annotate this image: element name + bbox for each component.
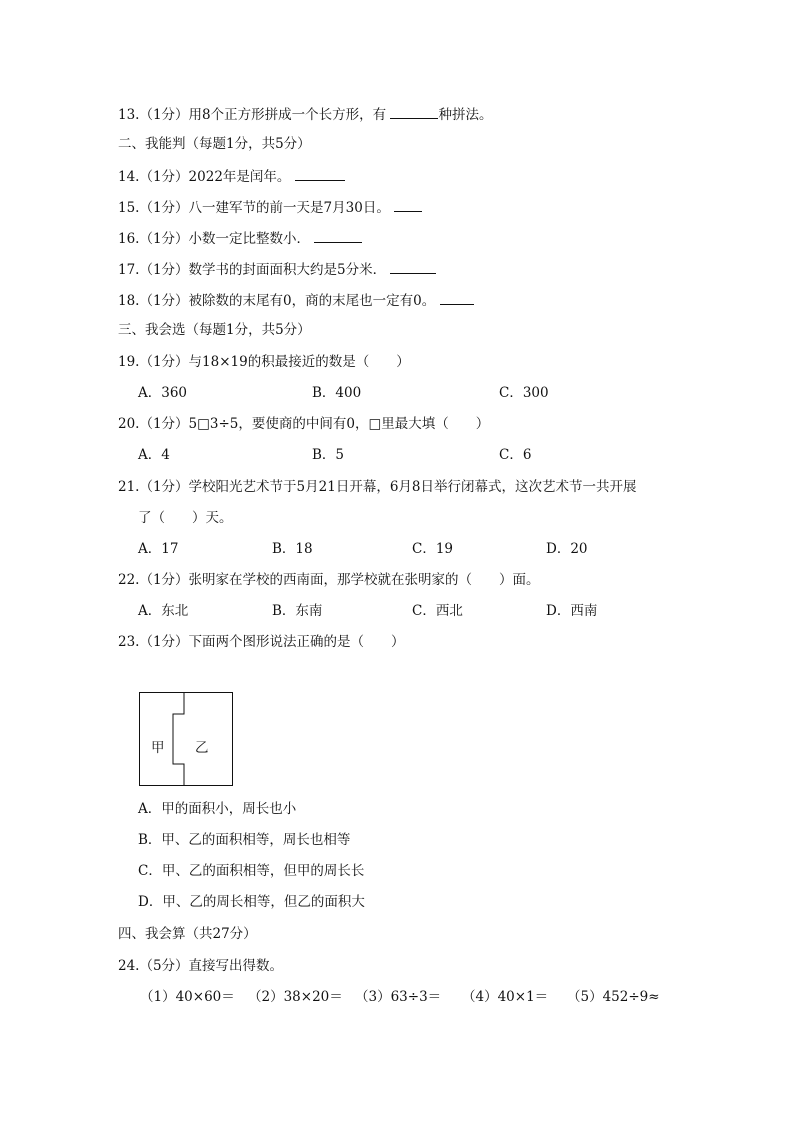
q24-item-4: （4）40×1＝ (462, 989, 549, 1005)
question-18: 18.（1分）被除数的末尾有0，商的末尾也一定有0。 (118, 290, 474, 310)
question-17: 17.（1分）数学书的封面面积大约是5分米． (118, 259, 436, 279)
q22-option-c[interactable]: C．西北 (412, 603, 463, 619)
question-16: 16.（1分）小数一定比整数小． (118, 228, 362, 248)
q21-option-a[interactable]: A．17 (138, 541, 179, 557)
q22-option-d[interactable]: D．西南 (546, 603, 598, 619)
q21-option-d[interactable]: D．20 (546, 541, 588, 557)
q21-option-b[interactable]: B．18 (272, 541, 313, 557)
shapes-figure (139, 692, 233, 786)
q24-item-5: （5）452÷9≈ (567, 989, 660, 1005)
q19-option-b[interactable]: B．400 (312, 385, 362, 401)
question-20: 20.（1分）5□3÷5，要使商的中间有0，□里最大填（ ） (118, 416, 490, 432)
question-24: 24.（5分）直接写出得数。 (118, 958, 284, 974)
question-23: 23.（1分）下面两个图形说法正确的是（ ） (118, 634, 405, 650)
answer-blank[interactable] (440, 290, 474, 305)
question-21-line2: 了（ ）天。 (138, 510, 233, 526)
q20-option-c[interactable]: C．6 (499, 447, 532, 463)
q21-option-c[interactable]: C．19 (412, 541, 454, 557)
question-13: 13.（1分）用8个正方形拼成一个长方形，有 种拼法。 (118, 104, 492, 124)
section-heading-3: 三、我会选（每题1分，共5分） (118, 322, 311, 338)
question-15: 15.（1分）八一建军节的前一天是7月30日。 (118, 197, 422, 217)
q20-option-a[interactable]: A．4 (138, 447, 170, 463)
section-heading-4: 四、我会算（共27分） (118, 926, 257, 942)
answer-blank[interactable] (390, 259, 436, 274)
q23-option-b[interactable]: B．甲、乙的面积相等，周长也相等 (138, 832, 351, 848)
label-yi: 乙 (195, 740, 209, 756)
section-heading-2: 二、我能判（每题1分，共5分） (118, 136, 311, 152)
q19-option-c[interactable]: C．300 (499, 385, 549, 401)
q19-option-a[interactable]: A．360 (138, 385, 188, 401)
q24-item-2: （2）38×20＝ (248, 989, 343, 1005)
question-14: 14.（1分）2022年是闰年。 (118, 166, 345, 186)
answer-blank[interactable] (314, 228, 362, 243)
answer-blank[interactable] (394, 197, 422, 212)
answer-blank[interactable] (295, 166, 345, 181)
q23-option-d[interactable]: D．甲、乙的周长相等，但乙的面积大 (138, 894, 365, 910)
q20-option-b[interactable]: B．5 (312, 447, 345, 463)
q22-option-b[interactable]: B．东南 (272, 603, 323, 619)
label-jia: 甲 (151, 740, 165, 756)
q23-option-a[interactable]: A．甲的面积小，周长也小 (138, 801, 297, 817)
q22-option-a[interactable]: A．东北 (138, 603, 189, 619)
question-21-line1: 21.（1分）学校阳光艺术节于5月21日开幕，6月8日举行闭幕式，这次艺术节一共开展 (118, 479, 637, 495)
answer-blank[interactable] (390, 104, 438, 119)
question-22: 22.（1分）张明家在学校的西南面，那学校就在张明家的（ ）面。 (118, 572, 540, 588)
q24-item-1: （1）40×60＝ (140, 989, 235, 1005)
question-19: 19.（1分）与18×19的积最接近的数是（ ） (118, 354, 410, 370)
q24-item-3: （3）63÷3＝ (355, 989, 442, 1005)
q23-option-c[interactable]: C．甲、乙的面积相等，但甲的周长长 (138, 863, 365, 879)
